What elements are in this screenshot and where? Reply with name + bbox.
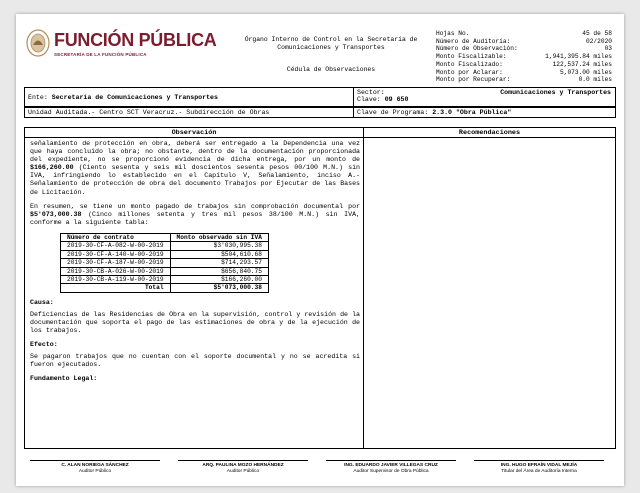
signature-block (178, 460, 308, 475)
total-amount: $5'073,000.38 (170, 284, 268, 292)
meta-value: 0.0 miles (578, 76, 612, 84)
meta-value: 1,941,395.84 miles (545, 53, 612, 61)
meta-value: 03 (604, 45, 612, 53)
sector-label: Sector: (357, 89, 385, 96)
signer-name: ARQ. PAULINA MOZO HERNÁNDEZ (202, 463, 284, 468)
programa-label: Clave de Programa: (357, 109, 429, 116)
recomendaciones-column (363, 137, 616, 449)
column-header: Número de contrato (61, 233, 171, 241)
unidad-auditada: Unidad Auditada.- Centro SCT Veracruz.- Subdirección de Obras (28, 109, 270, 116)
meta-row (436, 38, 612, 46)
contract-number: 2019-30-CB-A-026-W-00-2019 (61, 267, 171, 275)
cedula-title: Cédula de Observaciones (286, 66, 376, 73)
table-total-row (61, 284, 269, 292)
clave-value: 09 650 (384, 96, 409, 103)
table-row (61, 259, 269, 267)
meta-row (436, 30, 612, 38)
table-header-row (61, 233, 269, 241)
document-page (16, 14, 624, 486)
sector-field (357, 89, 611, 103)
recomendaciones-header: Recomendaciones (458, 129, 521, 137)
contract-amount: $3'030,995.38 (170, 242, 268, 250)
organo-line-2: Comunicaciones y Transportes (277, 44, 385, 51)
efecto-title: Efecto: (30, 341, 58, 349)
meta-value: 02/2020 (586, 37, 612, 45)
contract-number: 2019-30-CF-A-082-W-00-2019 (61, 242, 171, 250)
meta-label: Monto por Recuperar: (436, 76, 511, 84)
table-row (61, 267, 269, 275)
meta-label: Número de Observación: (436, 45, 518, 53)
ente-label: Ente: (28, 94, 48, 101)
contract-amount: $714,293.57 (170, 259, 268, 267)
signer-name: ING. EDUARDO JAVIER VILLEGAS CRUZ (344, 463, 438, 468)
column-header: Monto observado sin IVA (170, 233, 268, 241)
signature-line (30, 460, 160, 461)
clave-label: Clave: (357, 96, 381, 103)
contract-number: 2019-30-CF-A-187-W-00-2019 (61, 259, 171, 267)
observacion-body (30, 140, 360, 388)
table-row (61, 250, 269, 258)
meta-value: 122,537.24 miles (552, 60, 612, 68)
contract-number: 2019-30-CB-A-119-W-00-2019 (61, 275, 171, 283)
ente-field (28, 94, 218, 101)
signature-line (178, 460, 308, 461)
meta-row (436, 61, 612, 69)
signer-role: Auditor Público (226, 469, 260, 474)
table-row (61, 242, 269, 250)
ente-value: Secretaría de Comunicaciones y Transportes (51, 94, 218, 101)
meta-row (436, 53, 612, 61)
meta-label: Número de Auditoría: (436, 37, 511, 45)
meta-row (436, 69, 612, 77)
signature-line (474, 460, 604, 461)
organo-interno (236, 36, 426, 52)
signer-name: ING. HUGO EFRAÍN VIDAL MEJÍA (500, 463, 578, 468)
observacion-header: Observación (171, 129, 217, 137)
meta-label: Monto por Aclarar: (436, 68, 503, 76)
signer-name: C. ALAN NORIEGA SÁNCHEZ (61, 463, 129, 468)
contract-amount: $504,610.68 (170, 250, 268, 258)
mexico-seal-icon (26, 28, 50, 58)
signer-role: Auditor Supervisor de Obra Pública (353, 469, 429, 474)
signature-line (326, 460, 456, 461)
causa-title: Causa: (30, 298, 54, 306)
sector-value: Comunicaciones y Transportes (500, 89, 611, 96)
contracts-table (60, 233, 269, 293)
signer-role: Auditor Público (78, 469, 112, 474)
meta-value: 45 de 58 (582, 30, 612, 37)
paragraph-1 (30, 140, 360, 197)
contract-number: 2019-30-CF-A-140-W-00-2019 (61, 250, 171, 258)
text-span: (Cinco millones setenta y tres mil pesos 38/100 M.N.) sin IVA, conforme a la siguiente tabla: (30, 210, 360, 226)
meta-value: 5,073.00 miles (560, 68, 612, 76)
fundamento-title: Fundamento Legal: (30, 375, 98, 383)
logo-subtitle: SECRETARÍA DE LA FUNCIÓN PÚBLICA (54, 52, 147, 57)
meta-row (436, 45, 612, 53)
amount-highlight: $5'073,000.38 (30, 210, 82, 218)
meta-row (436, 76, 612, 84)
efecto-text: Se pagaron trabajos que no cuentan con el soporte documental y no se acredita si fueron ejecutados. (30, 353, 360, 369)
signature-block (474, 460, 604, 475)
meta-label: Monto Fiscalizado: (436, 60, 503, 68)
organo-line-1: Órgano Interno de Control en la Secretaría de (244, 36, 418, 43)
text-span: señalamiento de protección en obra, deberá ser entregado a la Dependencia una vez que haya concluido la obra; no obstante, dentro de la documentación proporcionada del expediente, no se proporcionó evidencia de dicha entrega, por un monto de (30, 140, 360, 164)
contract-amount: $166,260.00 (170, 275, 268, 283)
programa-field (357, 109, 511, 116)
logo-title: FUNCIÓN PÚBLICA (54, 30, 217, 50)
total-label: Total (61, 284, 171, 292)
causa-text: Deficiencias de las Residencias de Obra en la supervisión, control y revisión de la documentación que soporta el pago de las estimaciones de obra y de la ejecución de los trabajos. (30, 310, 360, 335)
programa-value: 2.3.0 "Obra Pública" (432, 109, 512, 116)
audit-meta (436, 30, 612, 84)
text-span: En resumen, se tiene un monto pagado de trabajos sin comprobación documental por (30, 202, 360, 210)
amount-highlight: $166,260.00 (30, 164, 74, 172)
table-row (61, 275, 269, 283)
paragraph-2 (30, 203, 360, 227)
meta-label: Hojas No. (436, 30, 470, 37)
signer-role: Titular del Área de Auditoría Interna (501, 469, 577, 474)
signature-block (30, 460, 160, 475)
meta-label: Monto Fiscalizable: (436, 53, 507, 61)
signature-block (326, 460, 456, 475)
contract-amount: $656,840.75 (170, 267, 268, 275)
text-span: (Ciento sesenta y seis mil doscientos sesenta pesos 00/100 M.N.) sin IVA, infringiendo lo establecido en el Capítulo V, Señalamiento, inciso A.- Señalamiento de protección de obra del documento Trabajos por Ejecutar de las Bases de Licitación. (30, 164, 360, 196)
